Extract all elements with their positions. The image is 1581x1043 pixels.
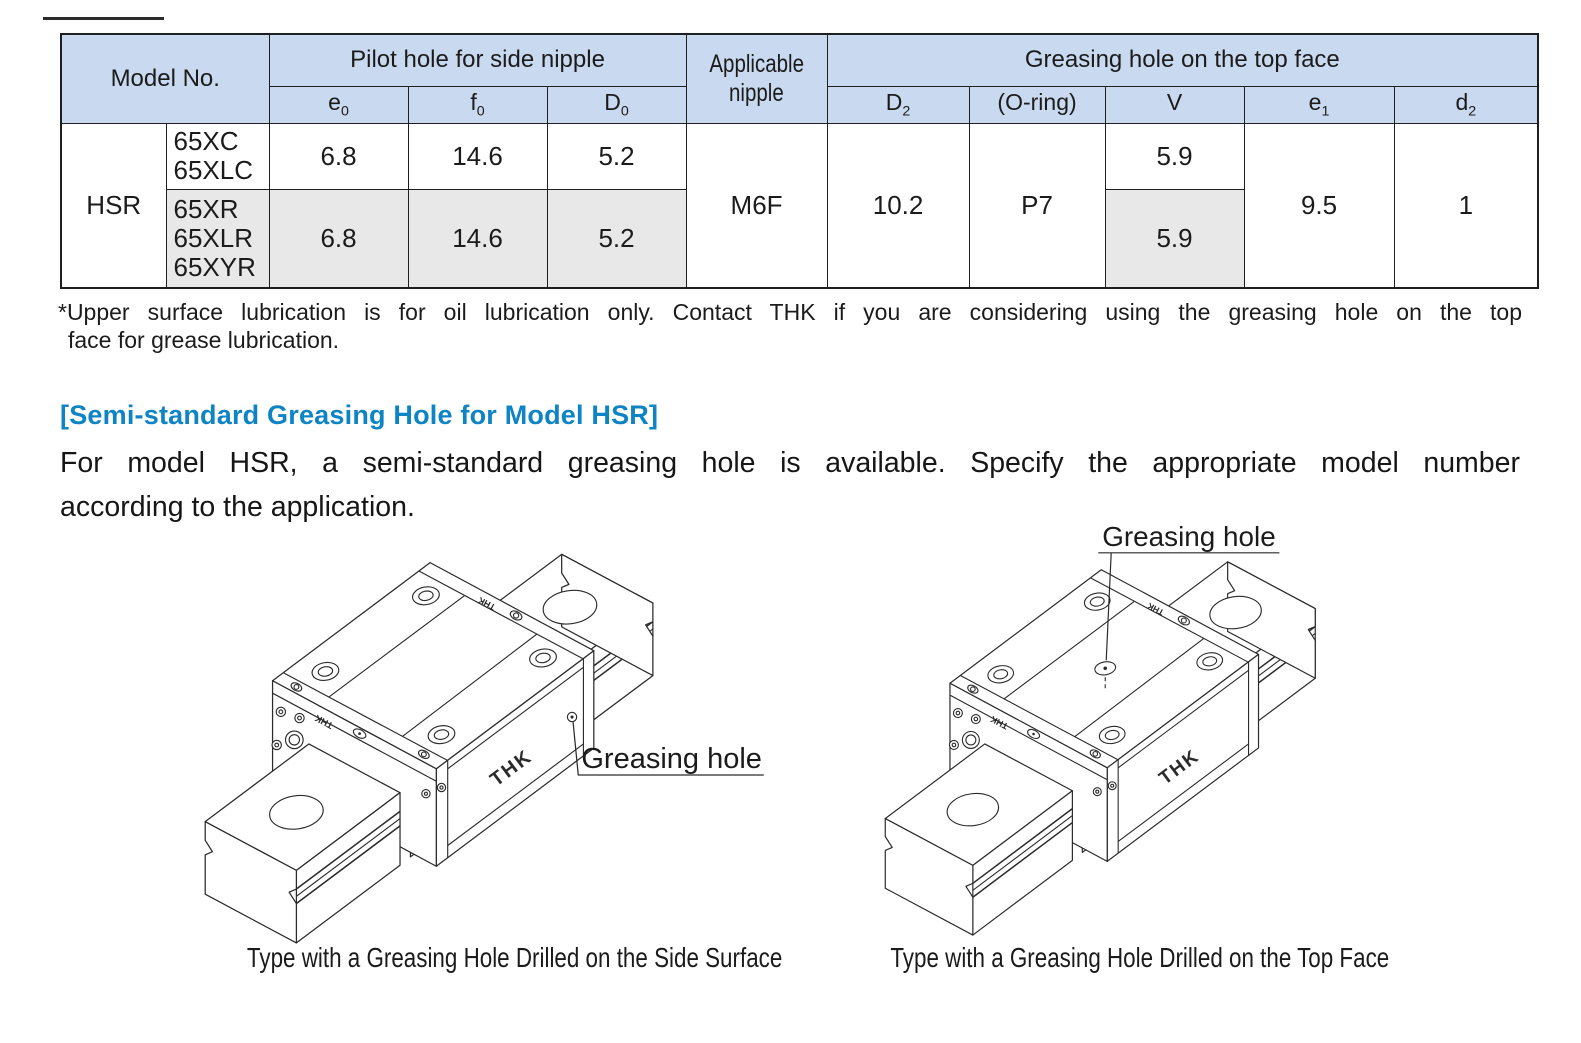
cell-e1: 9.5 (1244, 123, 1394, 288)
cell-e0-row2: 6.8 (269, 189, 408, 288)
greasing-hole-label: Greasing hole (581, 742, 762, 775)
pilot-hole-group-header: Pilot hole for side nipple (269, 34, 686, 86)
cell-nipple: M6F (686, 123, 827, 288)
greasing-hole-group-header: Greasing hole on the top face (827, 34, 1538, 86)
cell-D2: 10.2 (827, 123, 969, 288)
caption-side-surface: Type with a Greasing Hole Drilled on the Side Surface (246, 942, 783, 973)
top-hole-guide-illustration (838, 518, 1470, 944)
cell-D0-row2: 5.2 (547, 189, 686, 288)
col-header-oring: (O-ring) (969, 86, 1105, 123)
col-header-D0: $D_0$ (547, 86, 686, 123)
col-header-V: V (1105, 86, 1244, 123)
cell-oring: P7 (969, 123, 1105, 288)
cell-V-row2: 5.9 (1105, 189, 1244, 288)
applicable-nipple-line2: nipple (729, 78, 784, 107)
section-heading: [Semi-standard Greasing Hole for Model HSR] (60, 400, 659, 430)
model-series-cell: HSR (61, 123, 166, 288)
applicable-nipple-header (686, 34, 827, 123)
cell-f0-row2: 14.6 (408, 189, 547, 288)
caption-top-face: Type with a Greasing Hole Drilled on the Top Face (890, 942, 1390, 973)
table-footnote (58, 298, 1522, 354)
side-hole-guide-illustration (180, 545, 790, 945)
col-header-d2: $d_2$ (1394, 86, 1538, 123)
model-names-cell-row1: 65XC 65XLC (166, 123, 269, 189)
footnote-line2: face for grease lubrication. (68, 327, 340, 354)
section-body (60, 442, 1520, 530)
body-line2: according to the application. (60, 490, 415, 523)
col-header-f0: $f_0$ (408, 86, 547, 123)
side-greasing-hole-annotation (567, 712, 763, 775)
cell-d2: 1 (1394, 123, 1538, 288)
footnote-line1: *Upper surface lubrication is for oil lubrication only. Contact THK if you are considering using the greasing hole on the top (58, 299, 1522, 325)
col-header-e1: $e_1$ (1244, 86, 1394, 123)
body-line1: For model HSR, a semi-standard greasing hole is available. Specify the appropriate model number (60, 447, 1520, 479)
cell-f0-row1: 14.6 (408, 123, 547, 189)
spec-table-wrapper (60, 33, 1539, 289)
col-header-e0: $e_0$ (269, 86, 408, 123)
greasing-hole-label: Greasing hole (1102, 520, 1276, 552)
model-no-header: Model No. (61, 34, 269, 123)
cell-D0-row1: 5.2 (547, 123, 686, 189)
page-artifact-line (43, 17, 164, 20)
cell-e0-row1: 6.8 (269, 123, 408, 189)
cell-V-row1: 5.9 (1105, 123, 1244, 189)
spec-table (60, 33, 1539, 289)
applicable-nipple-line1: Applicable (709, 49, 804, 78)
model-names-cell-row2: 65XR 65XLR 65XYR (166, 189, 269, 288)
col-header-D2: $D_2$ (827, 86, 969, 123)
